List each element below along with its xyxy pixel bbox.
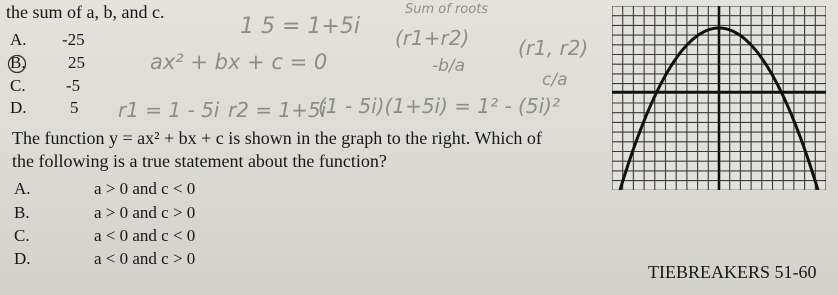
scratch-work: r1 = 1 - 5i [118, 98, 220, 122]
choice-letter: D. [10, 98, 27, 117]
scratch-work: (r1+r2) [395, 26, 470, 50]
scratch-work: c/a [542, 70, 568, 90]
choice-text: a > 0 and c < 0 [94, 179, 196, 198]
scratch-work: -b/a [432, 56, 466, 76]
scratch-work: r2 = 1+5i [228, 98, 327, 122]
scratch-work: (r1, r2) [518, 36, 589, 60]
scratch-work: (1 - 5i)(1+5i) = 1² - (5i)² [318, 94, 560, 118]
choice-letter: B. [10, 53, 26, 72]
choice-text: a < 0 and c < 0 [94, 226, 196, 245]
choice-letter: A. [14, 179, 31, 198]
choice-text: a < 0 and c > 0 [94, 249, 196, 268]
scratch-work: ax² + bx + c = 0 [150, 50, 328, 74]
choice-letter: C. [10, 76, 26, 95]
choice-letter: B. [14, 203, 30, 222]
choice-letter: A. [10, 30, 27, 49]
choice-text: a > 0 and c > 0 [94, 203, 196, 222]
choice-letter: C. [14, 226, 30, 245]
choice-value: 25 [68, 53, 85, 72]
question-text-line2: the following is a true statement about the function? [12, 151, 387, 171]
scratch-work: Sum of roots [405, 2, 489, 17]
parabola-graph [612, 6, 826, 190]
prev-question-stem: the sum of a, b, and c. [6, 2, 165, 22]
choice-value: 5 [70, 98, 79, 117]
section-label: TIEBREAKERS 51-60 [648, 262, 817, 282]
choice-value: -25 [62, 30, 85, 49]
question-text-line1: The function y = ax² + bx + c is shown in the graph to the right. Which of [12, 128, 542, 148]
choice-letter: D. [14, 249, 31, 268]
circled-answer-mark [6, 53, 28, 75]
choice-value: -5 [66, 76, 81, 95]
scratch-work: 1 5 = 1+5i [240, 14, 360, 39]
